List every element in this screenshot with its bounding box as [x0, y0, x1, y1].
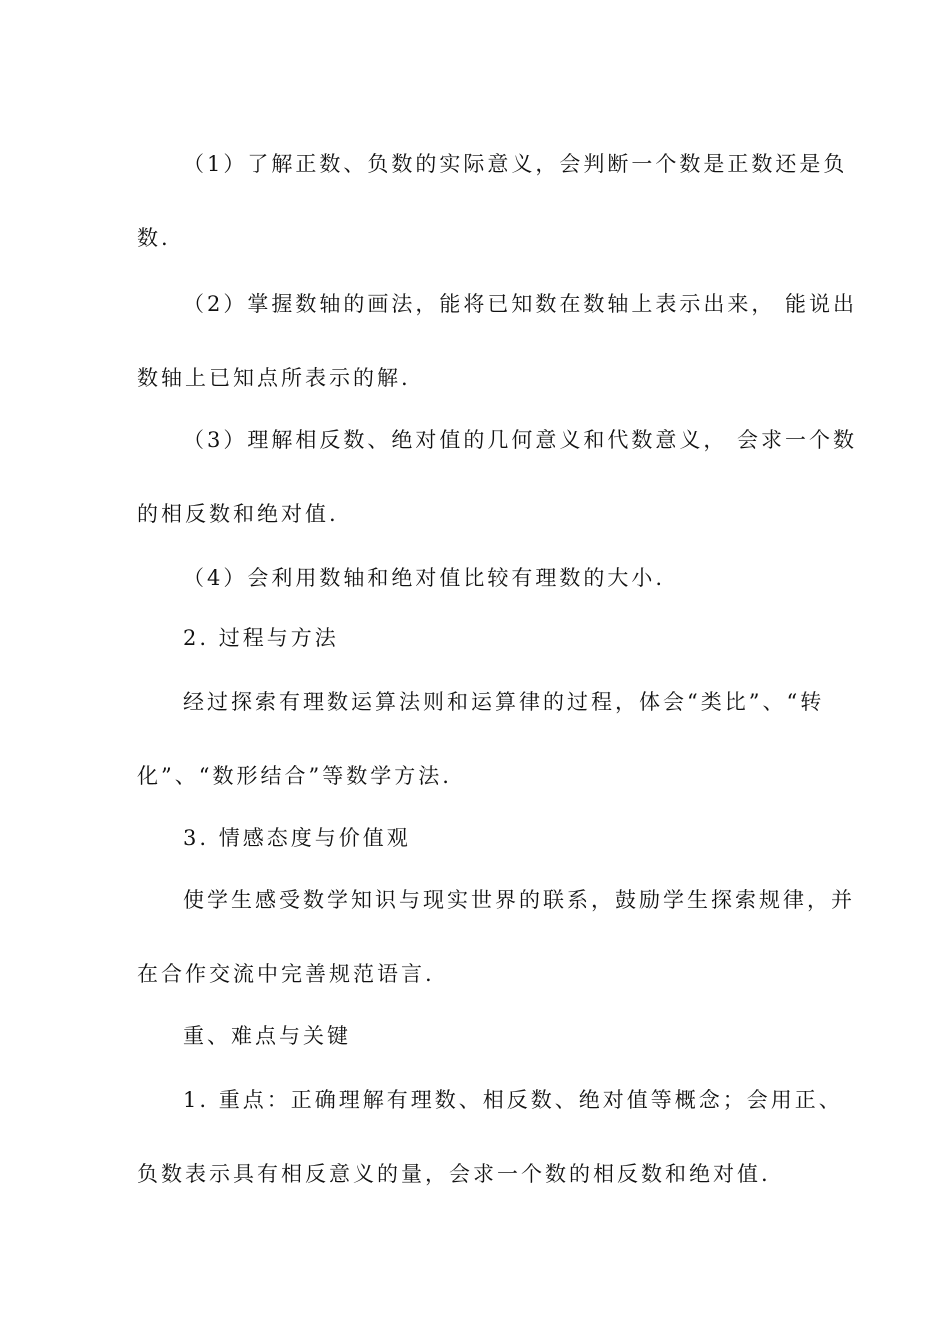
objective-1-line-1: （1）了解正数、负数的实际意义，会判断一个数是正数还是负 [183, 152, 848, 176]
process-paragraph-line-1: 经过探索有理数运算法则和运算律的过程，体会“类比”、“转 [183, 690, 825, 714]
objective-1-line-2: 数. [137, 226, 171, 250]
attitude-paragraph-line-2: 在合作交流中完善规范语言. [137, 962, 435, 986]
objective-4-line: （4）会利用数轴和绝对值比较有理数的大小. [183, 566, 666, 590]
process-paragraph-line-2: 化”、“数形结合”等数学方法. [137, 764, 452, 788]
key-point-1-line-1: 1. 重点：正确理解有理数、相反数、绝对值等概念；会用正、 [183, 1088, 843, 1112]
objective-2-line-1: （2）掌握数轴的画法，能将已知数在数轴上表示出来， 能说出 [183, 292, 858, 316]
objective-3-line-2: 的相反数和绝对值. [137, 502, 339, 526]
section-heading-key-points: 重、难点与关键 [183, 1024, 351, 1048]
key-point-1-line-2: 负数表示具有相反意义的量，会求一个数的相反数和绝对值. [137, 1162, 771, 1186]
section-heading-process-method: 2. 过程与方法 [183, 626, 339, 650]
objective-3-line-1: （3）理解相反数、绝对值的几何意义和代数意义， 会求一个数 [183, 428, 858, 452]
attitude-paragraph-line-1: 使学生感受数学知识与现实世界的联系，鼓励学生探索规律，并 [183, 888, 855, 912]
section-heading-attitude-values: 3. 情感态度与价值观 [183, 826, 411, 850]
objective-2-line-2: 数轴上已知点所表示的解. [137, 366, 411, 390]
